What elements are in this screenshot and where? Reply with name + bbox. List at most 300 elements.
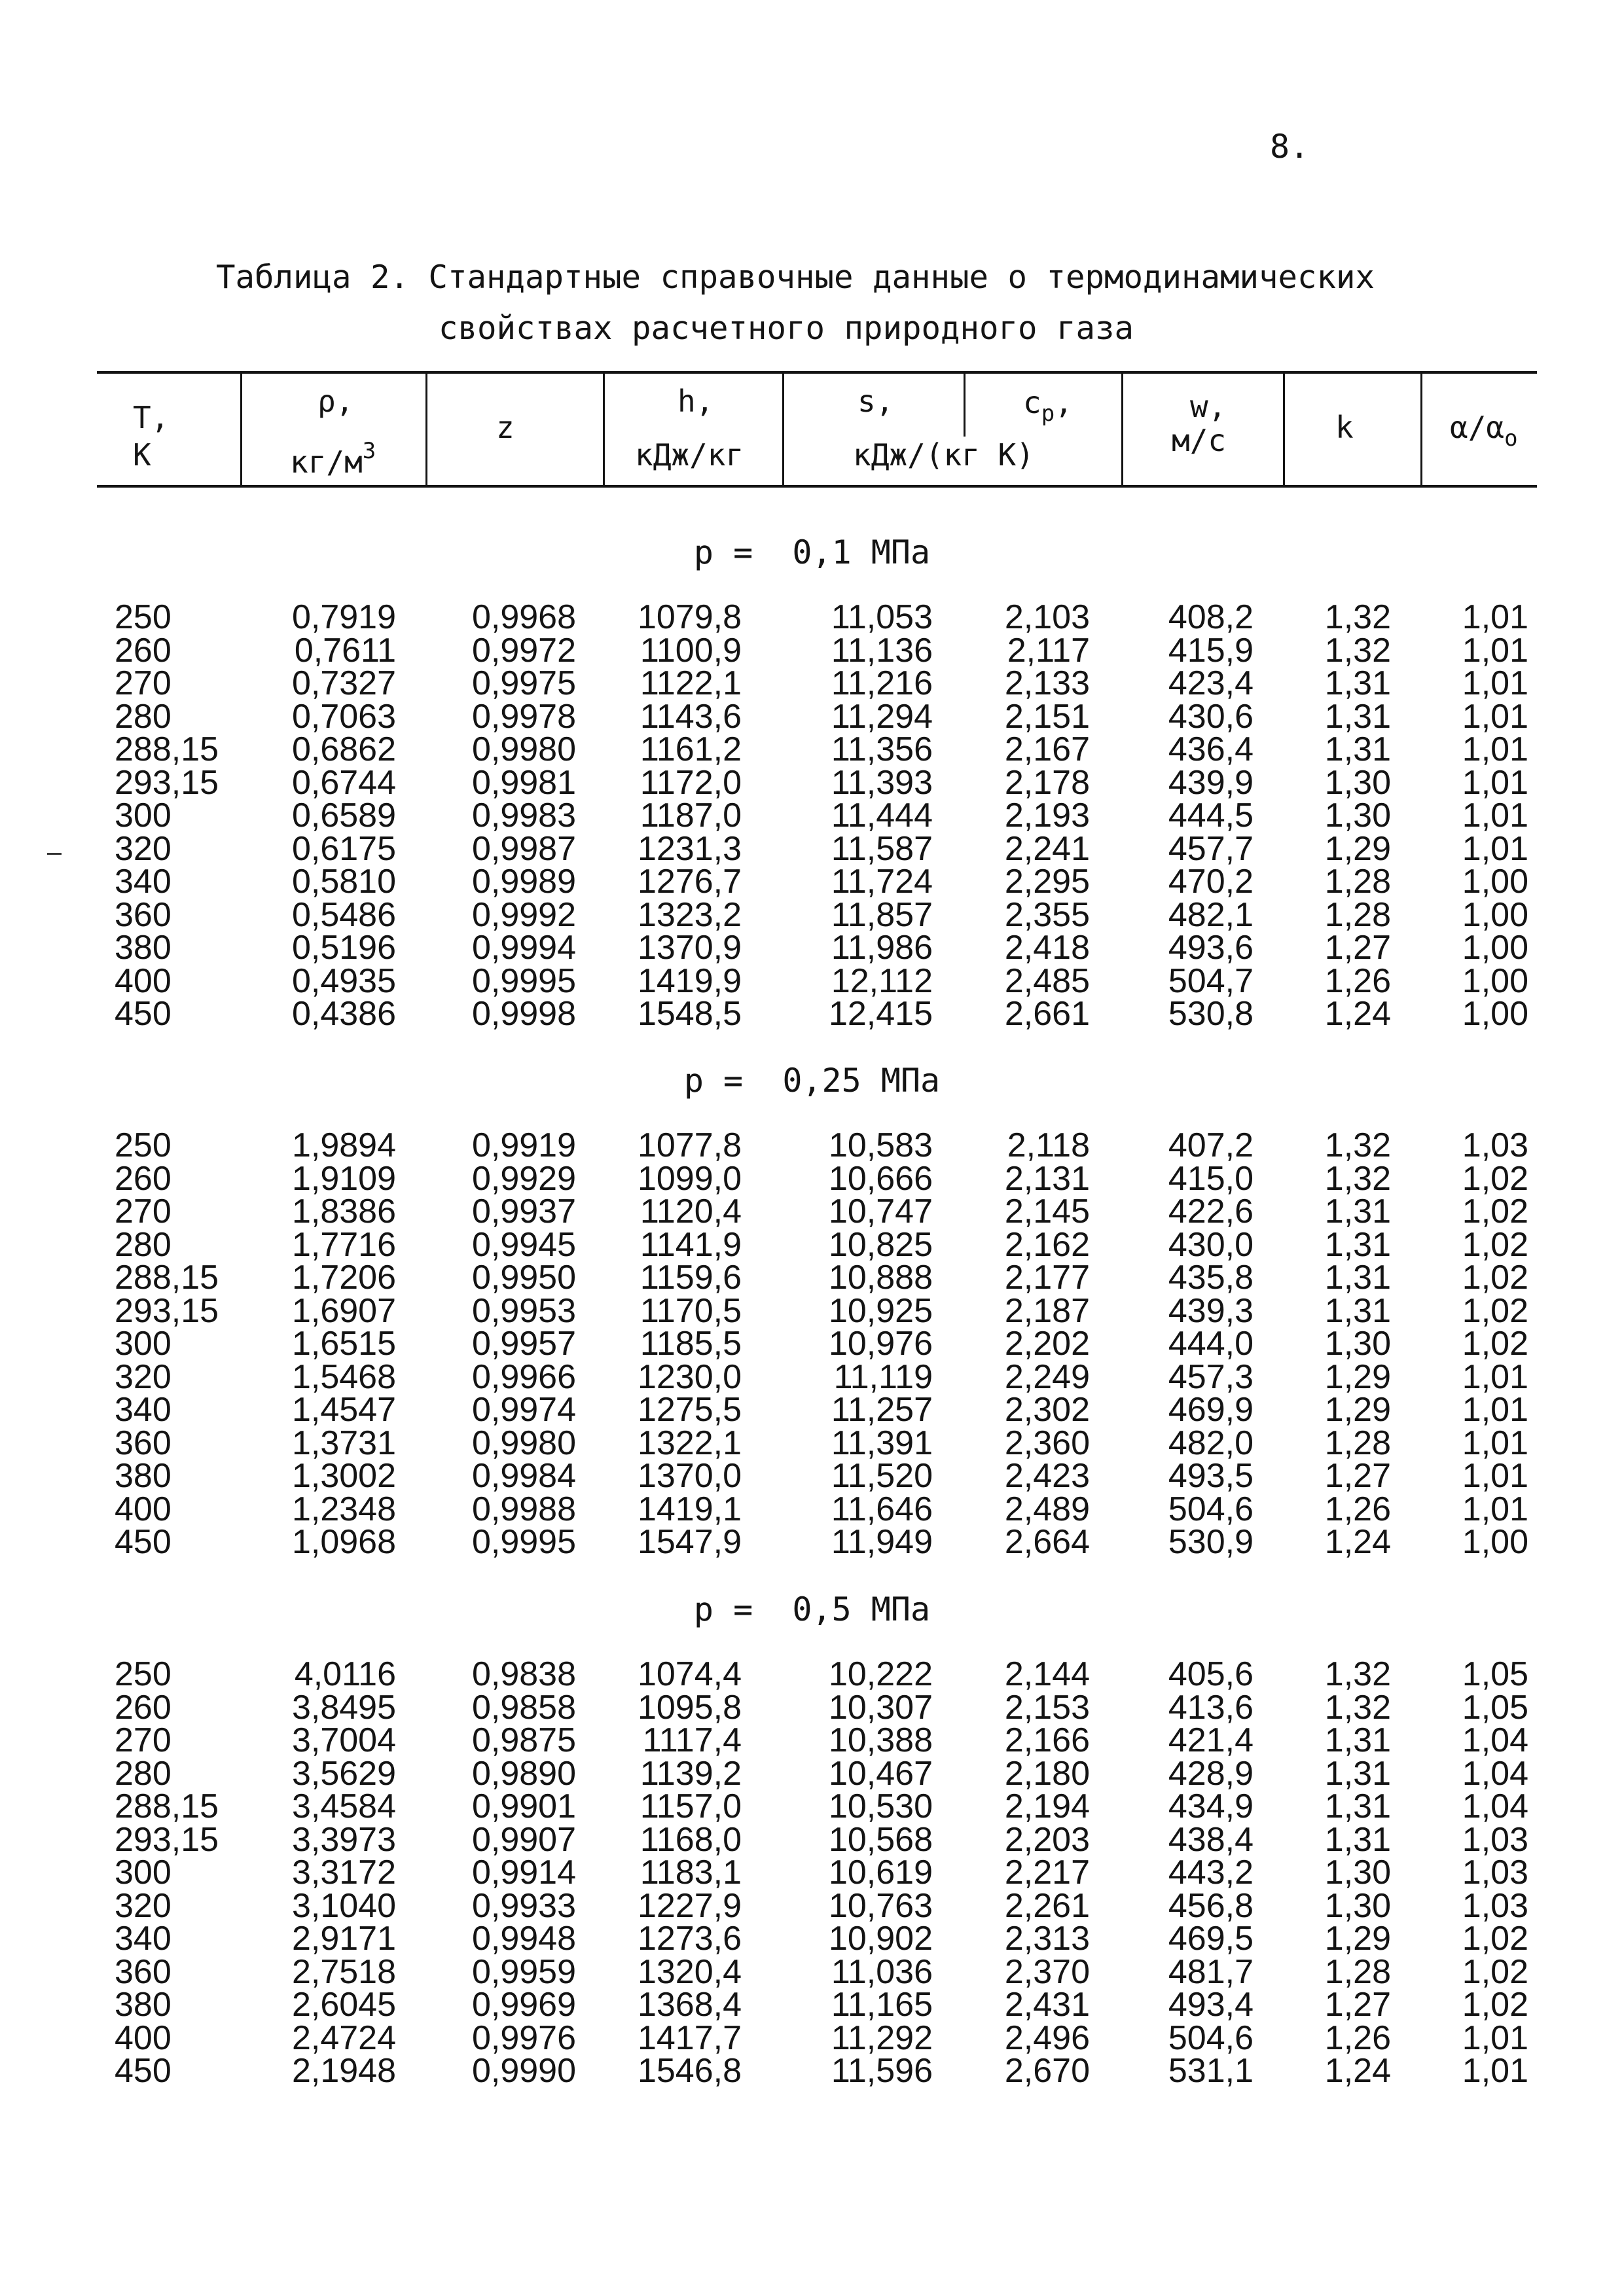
cell-compressibility: 0,9957 [471, 1325, 576, 1363]
cell-temperature: 340 [115, 1920, 171, 1958]
cell-sound-speed: 421,4 [1168, 1721, 1254, 1759]
cell-density: 1,2348 [291, 1490, 396, 1528]
cell-sound-speed: 439,3 [1168, 1291, 1254, 1330]
cell-enthalpy: 1273,6 [637, 1920, 742, 1958]
cell-adiabatic-index: 1,28 [1324, 895, 1391, 934]
table-row [0, 1820, 1624, 1859]
cell-temperature: 293,15 [115, 1291, 219, 1330]
cell-alpha-ratio: 1,01 [1462, 797, 1528, 834]
cell-temperature: 300 [115, 797, 171, 834]
cell-density: 0,5810 [291, 863, 396, 901]
cell-enthalpy: 1227,9 [637, 1886, 742, 1925]
cell-compressibility: 0,9945 [471, 1225, 576, 1264]
cell-enthalpy: 1095,8 [637, 1688, 742, 1727]
cell-density: 0,7327 [291, 664, 396, 702]
cell-alpha-ratio: 1,01 [1462, 763, 1528, 802]
cell-temperature: 260 [115, 631, 171, 670]
cell-density: 1,5468 [291, 1357, 396, 1396]
cell-sound-speed: 423,4 [1168, 664, 1254, 702]
cell-entropy: 10,467 [828, 1754, 933, 1793]
cell-heat-capacity: 2,162 [1004, 1225, 1090, 1264]
cell-temperature: 320 [115, 1357, 171, 1396]
cell-alpha-ratio: 1,05 [1462, 1688, 1528, 1727]
cell-sound-speed: 530,8 [1168, 995, 1254, 1033]
cell-density: 4,0116 [294, 1655, 396, 1693]
cell-temperature: 270 [115, 1193, 171, 1230]
cell-alpha-ratio: 1,04 [1462, 1721, 1528, 1759]
header-divider [240, 371, 242, 488]
cell-density: 2,7518 [291, 1952, 396, 1991]
cell-adiabatic-index: 1,28 [1324, 863, 1391, 901]
cell-heat-capacity: 2,151 [1004, 697, 1090, 736]
cell-compressibility: 0,9968 [471, 598, 576, 636]
cell-alpha-ratio: 1,02 [1462, 1259, 1528, 1297]
cell-density: 1,3731 [291, 1424, 396, 1462]
cell-density: 0,6175 [291, 829, 396, 868]
cell-adiabatic-index: 1,26 [1324, 1490, 1391, 1528]
cell-enthalpy: 1322,1 [637, 1424, 742, 1462]
header-bottom-rule [97, 485, 1537, 488]
cell-sound-speed: 434,9 [1168, 1787, 1254, 1825]
cell-density: 1,9109 [291, 1159, 396, 1198]
table-row [0, 865, 1624, 899]
cell-sound-speed: 435,8 [1168, 1259, 1254, 1297]
cell-density: 0,5196 [291, 929, 396, 967]
cell-heat-capacity: 2,217 [1004, 1854, 1090, 1892]
cell-compressibility: 0,9998 [471, 995, 576, 1033]
cell-temperature: 360 [115, 895, 171, 934]
cell-entropy: 10,619 [828, 1854, 933, 1892]
cell-alpha-ratio: 1,02 [1462, 1986, 1528, 2024]
cell-adiabatic-index: 1,24 [1324, 2052, 1391, 2090]
cell-entropy: 10,925 [828, 1291, 933, 1330]
cell-alpha-ratio: 1,01 [1462, 1424, 1528, 1462]
cell-entropy: 11,036 [831, 1952, 933, 1991]
header-density-unit: $кг/м^3$ [290, 438, 376, 480]
cell-compressibility: 0,9987 [471, 829, 576, 868]
cell-adiabatic-index: 1,31 [1324, 1225, 1391, 1264]
cell-entropy: 11,119 [833, 1357, 933, 1396]
cell-compressibility: 0,9972 [471, 631, 576, 670]
cell-heat-capacity: 2,194 [1004, 1787, 1090, 1825]
table-row [0, 1688, 1624, 1727]
cell-density: 0,6744 [291, 763, 396, 802]
cell-compressibility: 0,9990 [471, 2052, 576, 2090]
table-row [0, 1126, 1624, 1164]
table-row [0, 799, 1624, 833]
cell-temperature: 340 [115, 863, 171, 901]
cell-temperature: 288,15 [115, 1787, 219, 1825]
cell-density: 2,4724 [291, 2018, 396, 2057]
header-divider [964, 371, 965, 437]
cell-compressibility: 0,9959 [471, 1952, 576, 1991]
cell-adiabatic-index: 1,31 [1324, 1721, 1391, 1759]
cell-temperature: 280 [115, 697, 171, 736]
cell-entropy: 12,112 [831, 961, 933, 1000]
margin-mark [47, 853, 62, 855]
cell-alpha-ratio: 1,00 [1462, 961, 1528, 1000]
cell-adiabatic-index: 1,31 [1324, 1193, 1391, 1230]
cell-alpha-ratio: 1,02 [1462, 1920, 1528, 1958]
cell-density: 3,3973 [291, 1820, 396, 1859]
cell-sound-speed: 504,6 [1168, 1490, 1254, 1528]
cell-adiabatic-index: 1,29 [1324, 829, 1391, 868]
cell-compressibility: 0,9983 [471, 797, 576, 834]
cell-temperature: 400 [115, 2018, 171, 2057]
cell-compressibility: 0,9974 [471, 1391, 576, 1429]
cell-compressibility: 0,9995 [471, 961, 576, 1000]
cell-density: 3,8495 [291, 1688, 396, 1727]
cell-temperature: 270 [115, 664, 171, 702]
cell-enthalpy: 1187,0 [640, 797, 742, 834]
cell-adiabatic-index: 1,32 [1324, 1655, 1391, 1693]
cell-heat-capacity: 2,431 [1004, 1986, 1090, 2024]
cell-entropy: 11,724 [831, 863, 933, 901]
cell-enthalpy: 1370,0 [637, 1457, 742, 1495]
cell-density: 1,9894 [291, 1126, 396, 1164]
cell-temperature: 320 [115, 829, 171, 868]
header-density-symbol: ρ, [317, 384, 354, 419]
table-row [0, 1856, 1624, 1890]
header-enthalpy-symbol: h, [677, 384, 714, 419]
cell-temperature: 280 [115, 1225, 171, 1264]
cell-adiabatic-index: 1,27 [1324, 1457, 1391, 1495]
cell-entropy: 10,666 [828, 1159, 933, 1198]
cell-density: 0,7611 [294, 631, 396, 670]
cell-temperature: 260 [115, 1688, 171, 1727]
cell-enthalpy: 1120,4 [640, 1193, 742, 1230]
cell-alpha-ratio: 1,01 [1462, 1490, 1528, 1528]
header-compressibility: z [496, 410, 514, 445]
cell-alpha-ratio: 1,04 [1462, 1754, 1528, 1793]
cell-adiabatic-index: 1,32 [1324, 1688, 1391, 1727]
cell-entropy: 11,216 [831, 664, 933, 702]
cell-enthalpy: 1231,3 [637, 829, 742, 868]
cell-alpha-ratio: 1,03 [1462, 1126, 1528, 1164]
cell-sound-speed: 436,4 [1168, 730, 1254, 768]
cell-density: 0,5486 [291, 895, 396, 934]
cell-adiabatic-index: 1,30 [1324, 1325, 1391, 1363]
cell-sound-speed: 469,5 [1168, 1920, 1254, 1958]
cell-enthalpy: 1230,0 [637, 1357, 742, 1396]
cell-adiabatic-index: 1,31 [1324, 1291, 1391, 1330]
cell-alpha-ratio: 1,02 [1462, 1225, 1528, 1264]
table-row [0, 1291, 1624, 1330]
cell-adiabatic-index: 1,31 [1324, 664, 1391, 702]
cell-compressibility: 0,9919 [471, 1126, 576, 1164]
cell-enthalpy: 1168,0 [640, 1820, 742, 1859]
cell-entropy: 11,292 [831, 2018, 933, 2057]
cell-density: 3,7004 [291, 1721, 396, 1759]
cell-entropy: 11,520 [831, 1457, 933, 1495]
cell-density: 1,6907 [291, 1291, 396, 1330]
cell-entropy: 10,530 [828, 1787, 933, 1825]
cell-heat-capacity: 2,117 [1007, 631, 1090, 670]
header-enthalpy-unit: кДж/кг [635, 437, 744, 473]
cell-alpha-ratio: 1,04 [1462, 1787, 1528, 1825]
cell-compressibility: 0,9980 [471, 730, 576, 768]
table-row [0, 1393, 1624, 1427]
table-row [0, 1754, 1624, 1793]
cell-temperature: 450 [115, 995, 171, 1033]
header-adiabatic-index: k [1335, 410, 1354, 445]
cell-compressibility: 0,9933 [471, 1886, 576, 1925]
cell-entropy: 10,976 [828, 1325, 933, 1363]
cell-temperature: 450 [115, 2052, 171, 2090]
cell-compressibility: 0,9914 [471, 1854, 576, 1892]
cell-temperature: 380 [115, 1986, 171, 2024]
cell-sound-speed: 481,7 [1168, 1952, 1254, 1991]
table-row [0, 1357, 1624, 1396]
table-row [0, 1490, 1624, 1528]
table-row [0, 1523, 1624, 1561]
cell-sound-speed: 422,6 [1168, 1193, 1254, 1230]
cell-entropy: 10,222 [828, 1655, 933, 1693]
cell-temperature: 320 [115, 1886, 171, 1925]
cell-enthalpy: 1275,5 [637, 1391, 742, 1429]
cell-sound-speed: 430,0 [1168, 1225, 1254, 1264]
cell-enthalpy: 1074,4 [637, 1655, 742, 1693]
cell-entropy: 11,587 [831, 829, 933, 868]
cell-density: 1,7716 [291, 1225, 396, 1264]
cell-adiabatic-index: 1,30 [1324, 763, 1391, 802]
cell-enthalpy: 1159,6 [640, 1259, 742, 1297]
header-divider [425, 371, 427, 488]
cell-enthalpy: 1323,2 [637, 895, 742, 934]
cell-entropy: 11,391 [831, 1424, 933, 1462]
cell-temperature: 400 [115, 961, 171, 1000]
table-row [0, 1922, 1624, 1956]
table-row [0, 1457, 1624, 1495]
cell-temperature: 400 [115, 1490, 171, 1528]
cell-adiabatic-index: 1,24 [1324, 1523, 1391, 1561]
cell-entropy: 10,888 [828, 1259, 933, 1297]
cell-sound-speed: 482,1 [1168, 895, 1254, 934]
cell-density: 1,4547 [291, 1391, 396, 1429]
cell-density: 0,6589 [291, 797, 396, 834]
cell-compressibility: 0,9988 [471, 1490, 576, 1528]
cell-adiabatic-index: 1,27 [1324, 1986, 1391, 2024]
cell-density: 0,4386 [291, 995, 396, 1033]
table-row [0, 829, 1624, 868]
table-row [0, 2018, 1624, 2057]
table-row [0, 1787, 1624, 1825]
cell-sound-speed: 504,7 [1168, 961, 1254, 1000]
cell-enthalpy: 1370,9 [637, 929, 742, 967]
cell-sound-speed: 413,6 [1168, 1688, 1254, 1727]
cell-sound-speed: 415,9 [1168, 631, 1254, 670]
cell-compressibility: 0,9953 [471, 1291, 576, 1330]
cell-heat-capacity: 2,355 [1004, 895, 1090, 934]
cell-compressibility: 0,9989 [471, 863, 576, 901]
cell-compressibility: 0,9890 [471, 1754, 576, 1793]
cell-density: 1,6515 [291, 1325, 396, 1363]
cell-adiabatic-index: 1,29 [1324, 1391, 1391, 1429]
header-temperature-symbol: T, [133, 400, 170, 435]
cell-entropy: 11,356 [831, 730, 933, 768]
cell-sound-speed: 531,1 [1168, 2052, 1254, 2090]
cell-adiabatic-index: 1,31 [1324, 730, 1391, 768]
cell-entropy: 10,902 [828, 1920, 933, 1958]
header-entropy-cp-unit: кДж/(кг К) [853, 437, 1034, 473]
cell-enthalpy: 1077,8 [637, 1126, 742, 1164]
cell-heat-capacity: 2,178 [1004, 763, 1090, 802]
cell-entropy: 11,857 [831, 895, 933, 934]
table-row [0, 1261, 1624, 1295]
cell-alpha-ratio: 1,01 [1462, 1391, 1528, 1429]
section-rows-0-1-mpa [0, 598, 1624, 1033]
header-divider [603, 371, 605, 488]
cell-alpha-ratio: 1,01 [1462, 697, 1528, 736]
cell-compressibility: 0,9984 [471, 1457, 576, 1495]
cell-alpha-ratio: 1,03 [1462, 1854, 1528, 1892]
cell-sound-speed: 530,9 [1168, 1523, 1254, 1561]
table-row [0, 1195, 1624, 1229]
cell-adiabatic-index: 1,29 [1324, 1920, 1391, 1958]
cell-temperature: 300 [115, 1854, 171, 1892]
cell-alpha-ratio: 1,00 [1462, 863, 1528, 901]
cell-enthalpy: 1170,5 [640, 1291, 742, 1330]
cell-heat-capacity: 2,664 [1004, 1523, 1090, 1561]
cell-compressibility: 0,9978 [471, 697, 576, 736]
cell-alpha-ratio: 1,01 [1462, 664, 1528, 702]
cell-sound-speed: 405,6 [1168, 1655, 1254, 1693]
cell-compressibility: 0,9901 [471, 1787, 576, 1825]
table-row [0, 763, 1624, 802]
cell-entropy: 11,393 [831, 763, 933, 802]
cell-entropy: 10,763 [828, 1886, 933, 1925]
cell-enthalpy: 1099,0 [637, 1159, 742, 1198]
header-temperature-unit: K [133, 437, 151, 473]
cell-heat-capacity: 2,496 [1004, 2018, 1090, 2057]
cell-entropy: 11,986 [831, 929, 933, 967]
cell-heat-capacity: 2,187 [1004, 1291, 1090, 1330]
cell-heat-capacity: 2,202 [1004, 1325, 1090, 1363]
section-title-0-1-mpa: p = 0,1 МПа [693, 533, 931, 571]
cell-alpha-ratio: 1,01 [1462, 829, 1528, 868]
page-number: 8. [1270, 128, 1310, 166]
cell-compressibility: 0,9948 [471, 1920, 576, 1958]
cell-enthalpy: 1417,7 [637, 2018, 742, 2057]
cell-enthalpy: 1419,1 [637, 1490, 742, 1528]
cell-entropy: 11,646 [831, 1490, 933, 1528]
cell-alpha-ratio: 1,02 [1462, 1193, 1528, 1230]
cell-enthalpy: 1172,0 [640, 763, 742, 802]
cell-heat-capacity: 2,203 [1004, 1820, 1090, 1859]
cell-adiabatic-index: 1,31 [1324, 1259, 1391, 1297]
cell-heat-capacity: 2,661 [1004, 995, 1090, 1033]
cell-temperature: 380 [115, 1457, 171, 1495]
table-row [0, 2054, 1624, 2088]
cell-heat-capacity: 2,370 [1004, 1952, 1090, 1991]
cell-adiabatic-index: 1,30 [1324, 1886, 1391, 1925]
cell-entropy: 11,444 [831, 797, 933, 834]
section-rows-0-5-mpa [0, 1655, 1624, 2090]
cell-enthalpy: 1141,9 [640, 1225, 742, 1264]
cell-enthalpy: 1117,4 [642, 1721, 742, 1759]
cell-temperature: 293,15 [115, 763, 219, 802]
cell-entropy: 11,294 [831, 697, 933, 736]
cell-temperature: 250 [115, 1126, 171, 1164]
table-row [0, 895, 1624, 934]
cell-adiabatic-index: 1,26 [1324, 961, 1391, 1000]
cell-entropy: 10,307 [828, 1688, 933, 1727]
header-heat-capacity-symbol: $c_p$, [1023, 385, 1073, 427]
cell-alpha-ratio: 1,01 [1462, 1357, 1528, 1396]
cell-heat-capacity: 2,103 [1004, 598, 1090, 636]
cell-entropy: 11,165 [831, 1986, 933, 2024]
cell-enthalpy: 1547,9 [637, 1523, 742, 1561]
cell-compressibility: 0,9981 [471, 763, 576, 802]
cell-heat-capacity: 2,249 [1004, 1357, 1090, 1396]
cell-temperature: 340 [115, 1391, 171, 1429]
cell-density: 1,0968 [291, 1523, 396, 1561]
cell-sound-speed: 470,2 [1168, 863, 1254, 901]
cell-compressibility: 0,9838 [471, 1655, 576, 1693]
cell-density: 1,3002 [291, 1457, 396, 1495]
cell-adiabatic-index: 1,28 [1324, 1952, 1391, 1991]
cell-compressibility: 0,9907 [471, 1820, 576, 1859]
cell-enthalpy: 1139,2 [640, 1754, 742, 1793]
cell-adiabatic-index: 1,31 [1324, 1787, 1391, 1825]
cell-enthalpy: 1368,4 [637, 1986, 742, 2024]
cell-sound-speed: 439,9 [1168, 763, 1254, 802]
table-row [0, 1159, 1624, 1198]
cell-alpha-ratio: 1,02 [1462, 1159, 1528, 1198]
table-row [0, 697, 1624, 736]
cell-sound-speed: 443,2 [1168, 1854, 1254, 1892]
cell-heat-capacity: 2,131 [1004, 1159, 1090, 1198]
cell-temperature: 293,15 [115, 1820, 219, 1859]
cell-heat-capacity: 2,670 [1004, 2052, 1090, 2090]
cell-entropy: 10,568 [828, 1820, 933, 1859]
cell-alpha-ratio: 1,01 [1462, 631, 1528, 670]
header-temperature [133, 400, 170, 435]
table-row [0, 664, 1624, 702]
cell-entropy: 11,053 [831, 598, 933, 636]
cell-adiabatic-index: 1,32 [1324, 1159, 1391, 1198]
cell-heat-capacity: 2,167 [1004, 730, 1090, 768]
cell-density: 2,9171 [291, 1920, 396, 1958]
cell-compressibility: 0,9992 [471, 895, 576, 934]
table-row [0, 1225, 1624, 1264]
cell-temperature: 360 [115, 1424, 171, 1462]
cell-density: 2,6045 [291, 1986, 396, 2024]
header-divider [1420, 371, 1422, 488]
cell-compressibility: 0,9969 [471, 1986, 576, 2024]
cell-enthalpy: 1183,1 [640, 1854, 742, 1892]
cell-adiabatic-index: 1,28 [1324, 1424, 1391, 1462]
cell-sound-speed: 430,6 [1168, 697, 1254, 736]
cell-density: 1,8386 [291, 1193, 396, 1230]
cell-compressibility: 0,9858 [471, 1688, 576, 1727]
cell-enthalpy: 1122,1 [640, 664, 742, 702]
cell-compressibility: 0,9975 [471, 664, 576, 702]
cell-adiabatic-index: 1,26 [1324, 2018, 1391, 2057]
cell-alpha-ratio: 1,02 [1462, 1952, 1528, 1991]
cell-temperature: 450 [115, 1523, 171, 1561]
cell-alpha-ratio: 1,02 [1462, 1291, 1528, 1330]
table-row [0, 1988, 1624, 2022]
cell-compressibility: 0,9950 [471, 1259, 576, 1297]
cell-temperature: 288,15 [115, 1259, 219, 1297]
cell-alpha-ratio: 1,01 [1462, 2052, 1528, 2090]
cell-entropy: 10,825 [828, 1225, 933, 1264]
cell-alpha-ratio: 1,00 [1462, 995, 1528, 1033]
header-speed-unit: м/с [1172, 423, 1227, 458]
cell-entropy: 10,388 [828, 1721, 933, 1759]
cell-heat-capacity: 2,177 [1004, 1259, 1090, 1297]
